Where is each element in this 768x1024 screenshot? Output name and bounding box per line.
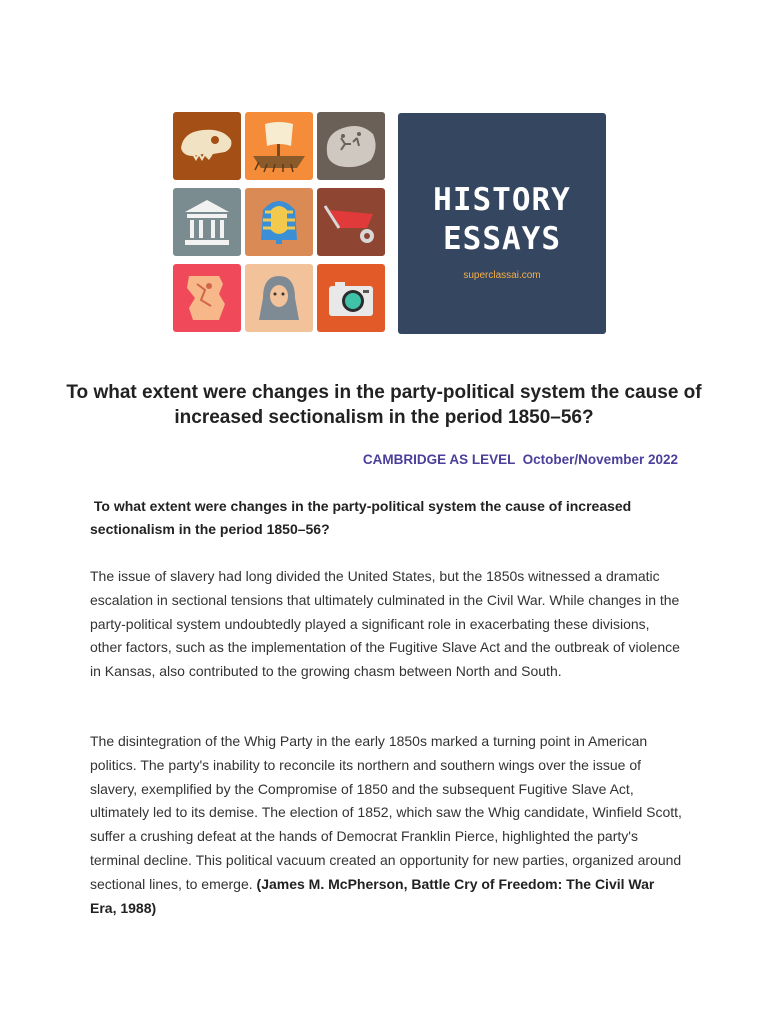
logo-line-history: HISTORY bbox=[433, 182, 571, 218]
page-title: To what extent were changes in the party-political system the cause of increased sectionalism in the period 1850–56? bbox=[66, 382, 702, 428]
history-essays-banner bbox=[173, 112, 606, 335]
temple-icon bbox=[173, 188, 241, 256]
wheelbarrow-icon bbox=[317, 188, 385, 256]
dinosaur-skull-icon bbox=[173, 112, 241, 180]
history-essays-logo bbox=[398, 113, 606, 334]
exam-label: CAMBRIDGE AS LEVEL October/November 2022 bbox=[362, 452, 678, 467]
camera-icon bbox=[317, 264, 385, 332]
essay-question: To what extent were changes in the party-political system the cause of increased sectionalism in the period 1850–56? bbox=[90, 498, 636, 537]
paragraph-1: The issue of slavery had long divided the United States, but the 1850s witnessed a dramatic escalation in sectional tensions that ultimately culminated in the Civil War. While changes in the party-political system undoubtedly played a significant role in exacerbating these divisions, other factors, such as the implementation of the Fugitive Slave Act and the outbreak of violence in Kansas, also contributed to the growing chasm between North and South. bbox=[90, 568, 680, 680]
paragraph-2 bbox=[90, 730, 682, 920]
pharaoh-mask-icon bbox=[245, 188, 313, 256]
cave-painting-icon bbox=[317, 112, 385, 180]
citation: (James M. McPherson, Battle Cry of Freedom: The Civil War Era, 1988) bbox=[90, 875, 655, 916]
logo-line-essays: ESSAYS bbox=[443, 221, 561, 257]
paragraph-2-text: The disintegration of the Whig Party in the early 1850s marked a turning point in American politics. The party's inability to reconcile its northern and southern wings over the issue of slavery, exemplified by the Compromise of 1850 and the subsequent Fugitive Slave Act, ultimately led to its demise. The election of 1852, which saw the Whig candidate, Winfield Scott, suffer a crushing defeat at the hands of Democrat Franklin Pierce, highlighted the party's terminal decline. This political vacuum created an opportunity for new parties, organized around sectional lines, to emerge. bbox=[90, 733, 682, 892]
logo-site-url: superclassai.com bbox=[463, 270, 541, 281]
map-scroll-icon bbox=[173, 264, 241, 332]
knight-helmet-icon bbox=[245, 264, 313, 332]
ancient-ship-icon bbox=[245, 112, 313, 180]
